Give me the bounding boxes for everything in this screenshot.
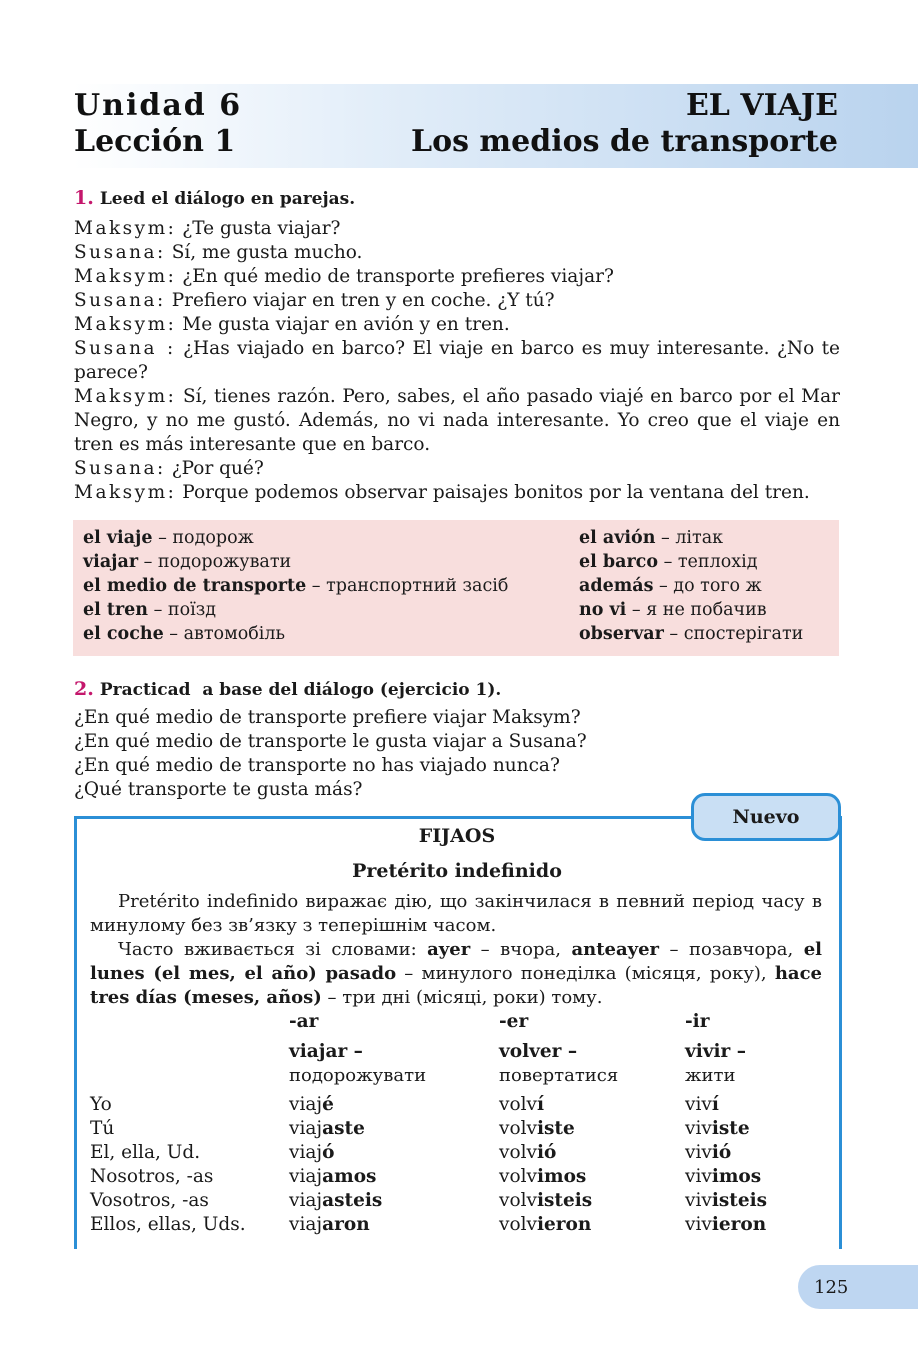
- grammar-subtitle: Pretérito indefinido: [352, 860, 562, 882]
- dialogue-line: [74, 217, 840, 241]
- lesson-title: Los medios de transporte: [410, 124, 838, 159]
- verb-meaning: жити: [685, 1065, 736, 1086]
- vocabulary-left-column: [83, 526, 508, 646]
- dialogue-line: [74, 241, 840, 265]
- pronoun: Tú: [90, 1118, 115, 1139]
- dialogue: [74, 217, 840, 505]
- verb-form: volvió: [499, 1142, 557, 1163]
- grammar-paragraph-2: Часто вживається зі словами: ayer – вчора, anteayer – позавчора, el lunes (el mes, el año) pasado – минулого понеділка (місяця, року), hace tres días (meses, años) – три дні (місяці, роки) тому.: [90, 939, 823, 1008]
- vocabulary-item: el barco – теплохід: [579, 552, 758, 572]
- exercise-1-title: [74, 187, 355, 209]
- verb-form: volviste: [499, 1118, 575, 1139]
- dialogue-line: [74, 481, 840, 505]
- verb-form: viajó: [289, 1142, 335, 1163]
- exercise-2-instruction: Practicad a base del diálogo (ejercicio 1).: [99, 680, 502, 700]
- pronoun: Ellos, ellas, Uds.: [90, 1214, 246, 1235]
- speaker: Susana:: [74, 242, 166, 263]
- verb-form: viajaste: [289, 1118, 365, 1139]
- utterance: Prefiero viajar en tren y en coche. ¿Y tú?: [171, 290, 555, 311]
- utterance: ¿En qué medio de transporte prefieres viajar?: [182, 266, 614, 287]
- utterance: ¿Por qué?: [171, 458, 264, 479]
- unit-label: Unidad 6: [74, 88, 243, 123]
- vocabulary-item: viajar – подорожувати: [83, 552, 292, 572]
- new-badge: Nuevo: [691, 793, 841, 841]
- pronoun: Vosotros, -as: [90, 1190, 209, 1211]
- question: ¿En qué medio de transporte no has viajado nunca?: [74, 755, 560, 776]
- verb-form: viajé: [289, 1094, 334, 1115]
- verb-form: volvimos: [499, 1166, 587, 1187]
- verb-form: vivió: [685, 1142, 732, 1163]
- verb-meaning: подорожувати: [289, 1065, 427, 1086]
- verb-meaning: повертатися: [499, 1065, 619, 1086]
- pronoun: Yo: [90, 1094, 112, 1115]
- utterance: Sí, tienes razón. Pero, sabes, el año pasado viajé en barco por el Mar Negro, y no me gustó. Además, no vi nada interesante. Yo creo que el viaje en tren es más interesante que en barco.: [74, 386, 840, 455]
- vocabulary-item: el viaje – подорож: [83, 528, 254, 548]
- utterance: ¿Has viajado en barco? El viaje en barco es muy interesante. ¿No te parece?: [74, 338, 840, 383]
- verb-form: viajamos: [289, 1166, 377, 1187]
- speaker: Maksym:: [74, 482, 177, 503]
- vocabulary-box: [73, 520, 839, 656]
- vocabulary-item: no vi – я не побачив: [579, 600, 767, 620]
- exercise-2-title: [74, 678, 501, 700]
- exercise-1-number: 1.: [74, 187, 94, 209]
- pronoun: Nosotros, -as: [90, 1166, 214, 1187]
- pronoun: El, ella, Ud.: [90, 1142, 201, 1163]
- verb-form: viajaron: [289, 1214, 370, 1235]
- question: ¿En qué medio de transporte le gusta viajar a Susana?: [74, 731, 587, 752]
- speaker: Maksym:: [74, 266, 177, 287]
- vocabulary-item: además – до того ж: [579, 576, 762, 596]
- utterance: Sí, me gusta mucho.: [171, 242, 363, 263]
- verb-form: viví: [685, 1094, 719, 1115]
- utterance: Porque podemos observar paisajes bonitos por la ventana del tren.: [182, 482, 810, 503]
- dialogue-line: [74, 313, 840, 337]
- ending-ir: -ir: [685, 1011, 710, 1032]
- utterance: ¿Te gusta viajar?: [182, 218, 341, 239]
- verb-form: vivieron: [685, 1214, 767, 1235]
- verb-vivir: vivir –: [685, 1041, 746, 1062]
- verb-form: vivisteis: [685, 1190, 768, 1211]
- speaker: Susana:: [74, 290, 166, 311]
- question: ¿Qué transporte te gusta más?: [74, 779, 363, 800]
- dialogue-line: [74, 457, 840, 481]
- exercise-2-questions: [74, 706, 840, 802]
- verb-volver: volver –: [499, 1041, 578, 1062]
- ending-er: -er: [499, 1011, 529, 1032]
- verb-viajar: viajar –: [289, 1041, 363, 1062]
- question: ¿En qué medio de transporte prefiere viajar Maksym?: [74, 707, 581, 728]
- dialogue-line: [74, 289, 840, 313]
- dialogue-line: [74, 385, 840, 457]
- speaker: Maksym:: [74, 314, 177, 335]
- grammar-paragraph-1: Pretérito indefinido виражає дію, що закінчилася в певний період часу в минулому без зв’язку з теперішнім часом.: [90, 891, 822, 936]
- speaker: Maksym:: [74, 386, 177, 407]
- verb-form: volví: [499, 1094, 544, 1115]
- vocabulary-item: observar – спостерігати: [579, 624, 804, 644]
- verb-form: volvieron: [499, 1214, 592, 1235]
- speaker: Maksym:: [74, 218, 177, 239]
- exercise-1-instruction: Leed el diálogo en parejas.: [99, 189, 356, 209]
- speaker: Susana:: [74, 458, 166, 479]
- dialogue-line: [74, 337, 840, 385]
- vocabulary-item: el tren – поїзд: [83, 600, 217, 620]
- vocabulary-item: el avión – літак: [579, 528, 724, 548]
- ending-ar: -ar: [289, 1011, 319, 1032]
- lesson-label: Lección 1: [74, 124, 236, 159]
- speaker: Susana :: [74, 338, 176, 359]
- verb-form: vivimos: [685, 1166, 762, 1187]
- exercise-2-number: 2.: [74, 678, 94, 700]
- page-number: 125: [798, 1265, 918, 1309]
- dialogue-line: [74, 265, 840, 289]
- vocabulary-right-column: [579, 526, 803, 646]
- vocabulary-item: el medio de transporte – транспортний засіб: [83, 576, 509, 596]
- verb-form: volvisteis: [499, 1190, 593, 1211]
- vocabulary-item: el coche – автомобіль: [83, 624, 286, 644]
- grammar-title: FIJAOS: [418, 825, 496, 847]
- verb-form: viajasteis: [289, 1190, 383, 1211]
- unit-title: EL VIAJE: [685, 88, 838, 123]
- verb-form: viviste: [685, 1118, 750, 1139]
- utterance: Me gusta viajar en avión y en tren.: [182, 314, 510, 335]
